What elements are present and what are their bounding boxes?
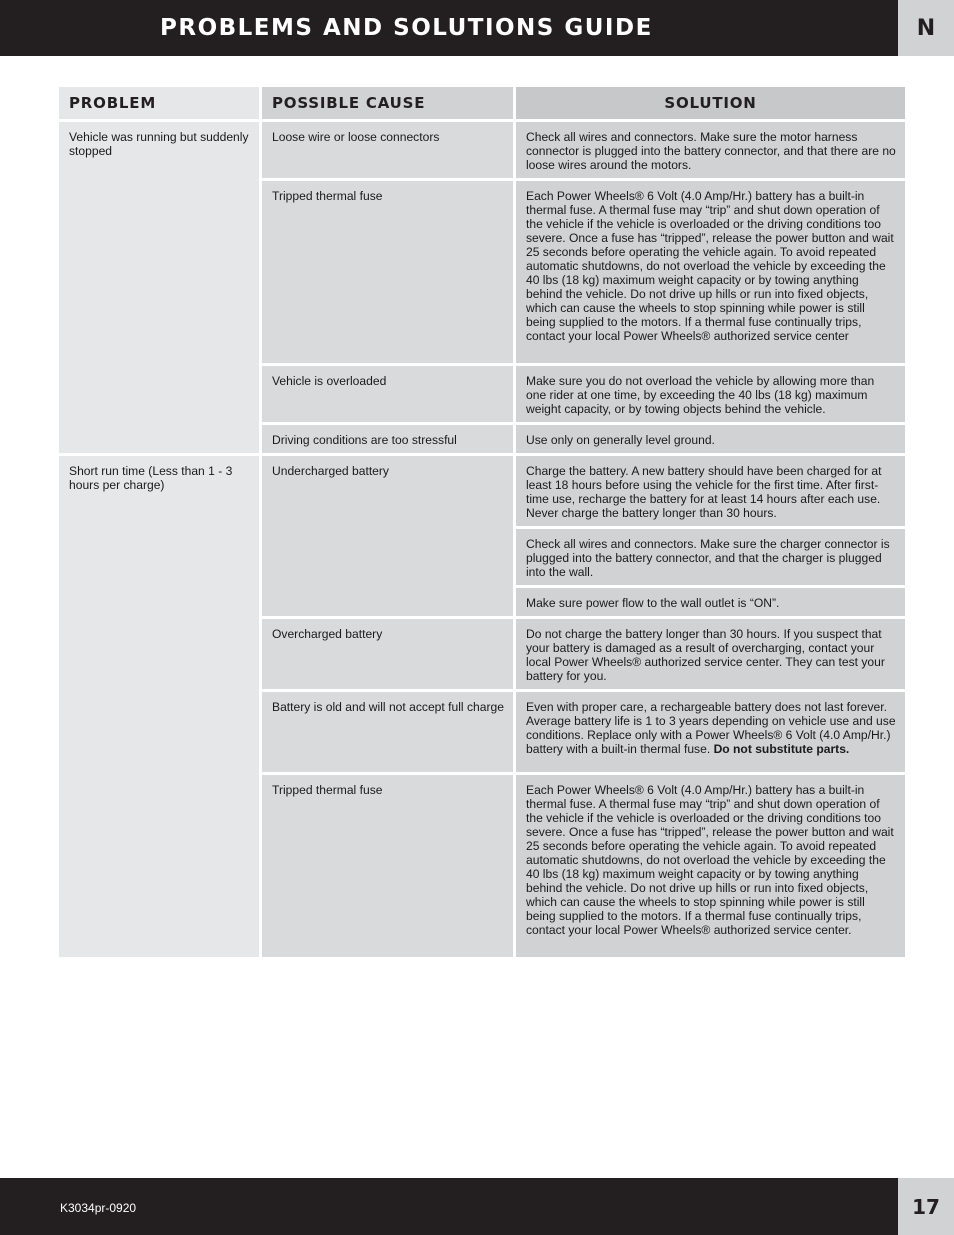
cause-cell: Tripped thermal fuse [262, 181, 513, 363]
problems-solutions-table-wrap [59, 87, 905, 957]
solution-cell: Each Power Wheels® 6 Volt (4.0 Amp/Hr.) battery has a built-in thermal fuse. A thermal fuse may “trip” and shut down operation of the vehicle if the vehicle is overloaded or the driving conditions too severe. Once a fuse has “tripped”, release the power button and wait 25 seconds before operating the vehicle again. To avoid repeated automatic shutdowns, do not overload the vehicle by exceeding the 40 lbs (18 kg) maximum weight capacity or by towing anything behind the vehicle. Do not drive up hills or run into fixed objects, which can cause the wheels to stop spinning while power is still being supplied to the motors. If a thermal fuse continually trips, contact your local Power Wheels® authorized service center. [516, 775, 905, 957]
header-possible-cause: POSSIBLE CAUSE [262, 87, 513, 119]
solution-cell: Do not charge the battery longer than 30 hours. If you suspect that your battery is damaged as a result of overcharging, contact your local Power Wheels® authorized service center. They can test your battery for you. [516, 619, 905, 689]
footer-bar [0, 1178, 954, 1235]
page-number: 17 [898, 1178, 954, 1235]
header-problem: PROBLEM [59, 87, 259, 119]
problem-cell: Vehicle was running but suddenly stopped [59, 122, 259, 453]
cause-cell: Overcharged battery [262, 619, 513, 689]
problem-cell: Short run time (Less than 1 - 3 hours per charge) [59, 456, 259, 957]
solution-cell [516, 692, 905, 772]
table-row [59, 122, 905, 178]
solution-cell: Charge the battery. A new battery should have been charged for at least 18 hours before using the vehicle for the first time. After first-time use, recharge the battery for at least 14 hours after each use. Never charge the battery longer than 30 hours. [516, 456, 905, 526]
cause-cell: Driving conditions are too stressful [262, 425, 513, 453]
document-code: K3034pr-0920 [60, 1201, 137, 1215]
section-tab: N [898, 0, 954, 56]
solution-cell: Make sure you do not overload the vehicle by allowing more than one rider at one time, by exceeding the 40 lbs (18 kg) maximum weight capacity, or by towing objects behind the vehicle. [516, 366, 905, 422]
cause-cell: Battery is old and will not accept full charge [262, 692, 513, 772]
cause-cell: Loose wire or loose connectors [262, 122, 513, 178]
page-title: PROBLEMS AND SOLUTIONS GUIDE [160, 15, 653, 41]
table-row [59, 456, 905, 526]
problems-solutions-table [56, 84, 908, 960]
cause-cell: Vehicle is overloaded [262, 366, 513, 422]
solution-bold-text: Do not substitute parts. [713, 742, 850, 756]
table-header-row [59, 87, 905, 119]
cause-cell: Tripped thermal fuse [262, 775, 513, 957]
solution-cell: Check all wires and connectors. Make sure the motor harness connector is plugged into the battery connector, and that there are no loose wires around the motors. [516, 122, 905, 178]
solution-cell: Check all wires and connectors. Make sure the charger connector is plugged into the battery connector, and that the charger is plugged into the wall. [516, 529, 905, 585]
solution-cell: Make sure power flow to the wall outlet is “ON”. [516, 588, 905, 616]
header-solution: SOLUTION [516, 87, 905, 119]
solution-cell: Use only on generally level ground. [516, 425, 905, 453]
solution-text: Even with proper care, a rechargeable battery does not last forever. Average battery life is 1 to 3 years depending on vehicle use and use conditions. Replace only with a Power Wheels® 6 Volt (4.0 Amp/Hr.) battery with a built-in thermal fuse. [526, 700, 896, 756]
solution-cell: Each Power Wheels® 6 Volt (4.0 Amp/Hr.) battery has a built-in thermal fuse. A thermal fuse may “trip” and shut down operation of the vehicle if the vehicle is overloaded or the driving conditions too severe. Once a fuse has “tripped”, release the power button and wait 25 seconds before operating the vehicle again. To avoid repeated automatic shutdowns, do not overload the vehicle by exceeding the 40 lbs (18 kg) maximum weight capacity or by towing anything behind the vehicle. Do not drive up hills or run into fixed objects, which can cause the wheels to stop spinning while power is still being supplied to the motors. If a thermal fuse continually trips, contact your local Power Wheels® authorized service center [516, 181, 905, 363]
cause-cell: Undercharged battery [262, 456, 513, 616]
